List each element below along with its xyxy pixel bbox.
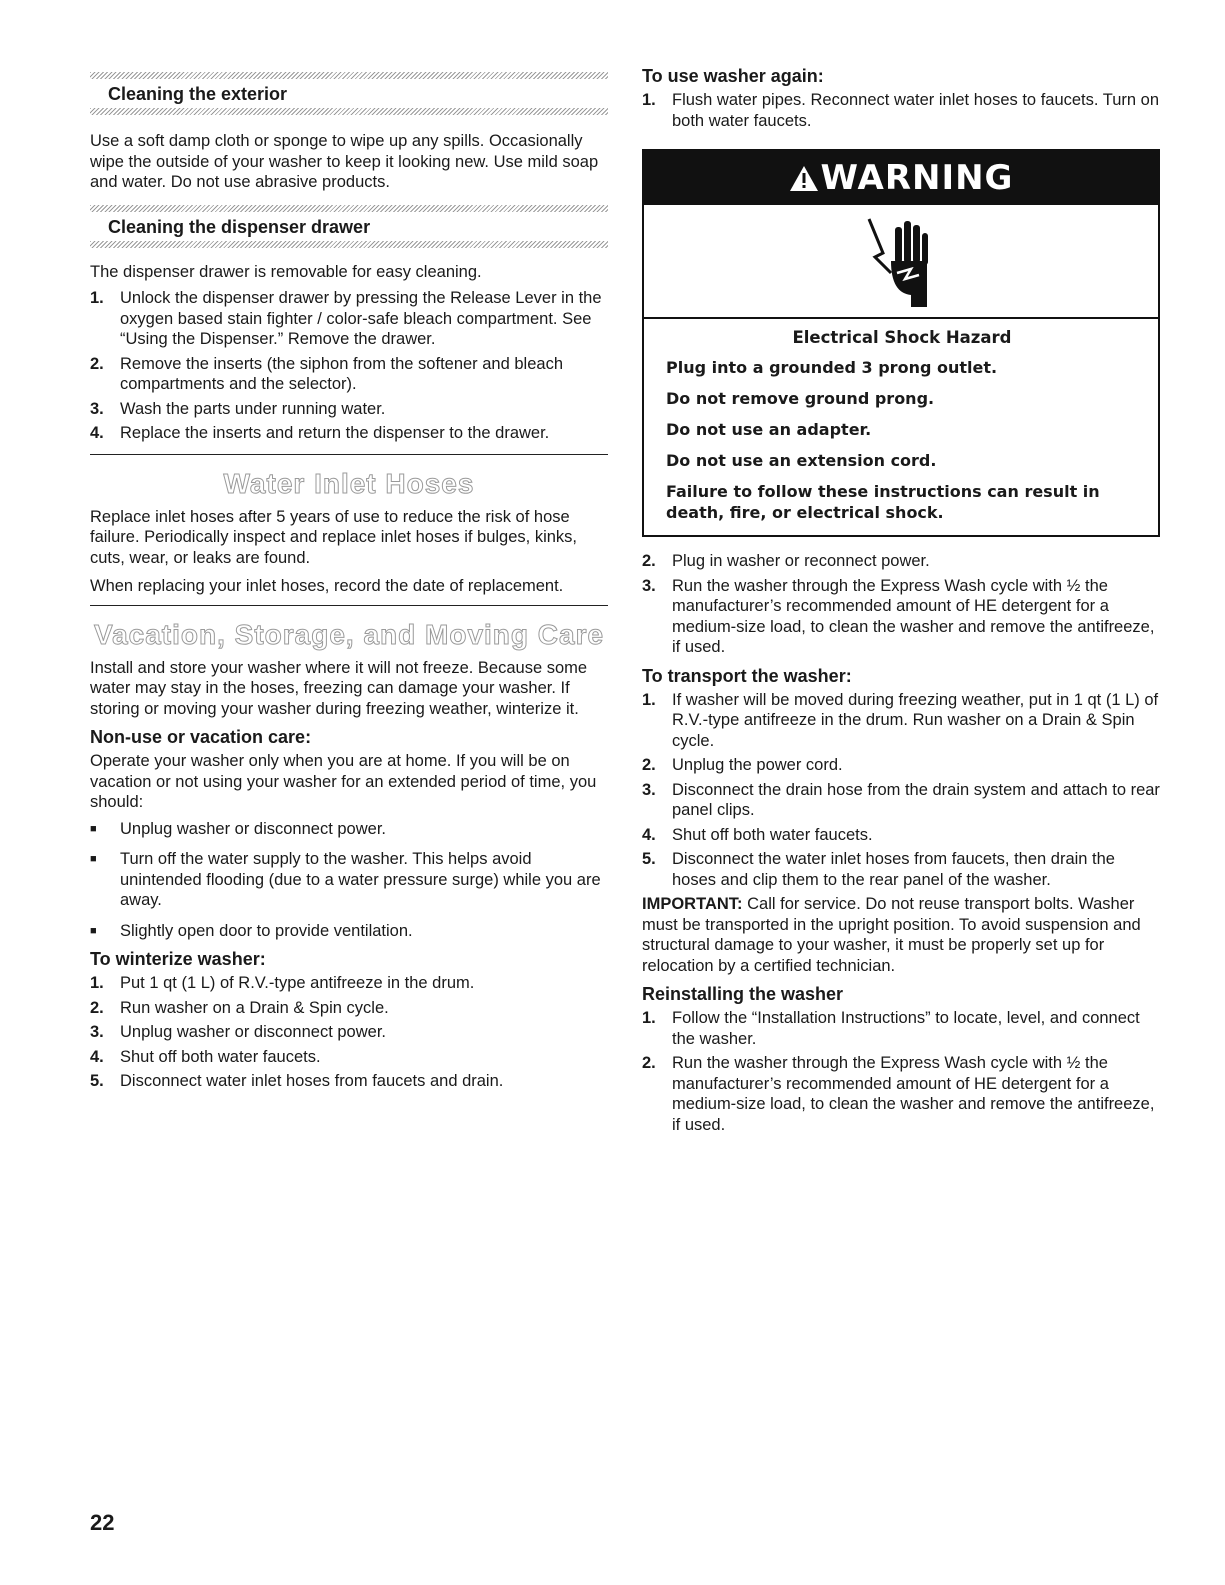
winterize-heading: To winterize washer: <box>90 949 266 969</box>
warning-line: Do not remove ground prong. <box>666 389 935 408</box>
water-inlet-record-text: When replacing your inlet hoses, record the date of replacement. <box>90 577 564 595</box>
warning-header <box>644 151 1158 205</box>
list-item: ■ Unplug washer or disconnect power. <box>90 819 386 838</box>
bullet-icon: ■ <box>90 924 97 937</box>
nonuse-bullets <box>90 819 608 942</box>
list-item: 3. Run the washer through the Express Wash cycle with ½ the manufacturer’s recommended amount of HE detergent for a medium-size load, to clean the washer and remove the antifreeze, if used. <box>642 576 1155 656</box>
left-column <box>90 72 608 1096</box>
important-label: IMPORTANT: <box>642 895 743 913</box>
nonuse-heading: Non-use or vacation care: <box>90 727 312 747</box>
water-inlet-title: Water Inlet Hoses <box>223 467 475 499</box>
list-item: 2. Run the washer through the Express Wash cycle with ½ the manufacturer’s recommended amount of HE detergent for a medium-size load, to clean the washer and remove the antifreeze, if used. <box>642 1054 1155 1134</box>
shock-icon-area <box>644 205 1158 319</box>
hatch-divider <box>90 108 608 115</box>
bullet-icon: ■ <box>90 822 97 835</box>
reinstall-steps <box>642 1008 1160 1135</box>
list-item: 2. Plug in washer or reconnect power. <box>642 552 930 570</box>
use-again-steps <box>642 551 1160 658</box>
dispenser-steps <box>90 288 608 444</box>
bullet-icon: ■ <box>90 853 97 865</box>
section-heading: Cleaning the dispenser drawer <box>108 216 371 237</box>
list-item: 1. Flush water pipes. Reconnect water inlet hoses to faucets. Turn on both water faucets. <box>642 91 1160 130</box>
warning-triangle-icon <box>789 164 819 192</box>
list-item: 4. Shut off both water faucets. <box>642 825 873 844</box>
hatch-divider <box>90 241 608 248</box>
section-rule <box>90 454 608 455</box>
cleaning-dispenser-section <box>90 205 608 248</box>
warning-line: Plug into a grounded 3 prong outlet. <box>666 358 998 377</box>
list-item: 1. Unlock the dispenser drawer by pressing the Release Lever in the oxygen based stain fighter / color-safe bleach compartment. See “Using the Dispenser.” Remove the drawer. <box>90 289 602 348</box>
list-item: 1. Put 1 qt (1 L) of R.V.-type antifreeze in the drum. <box>90 974 475 992</box>
list-item: ■ Turn off the water supply to the washer. This helps avoid unintended flooding (due to a water pressure surge) while you are away. <box>90 850 601 909</box>
warning-body <box>644 319 1158 535</box>
list-item: 3. Disconnect the drain hose from the drain system and attach to rear panel clips. <box>642 780 1160 819</box>
hazard-title: Electrical Shock Hazard <box>792 328 1012 347</box>
warning-line: Do not use an adapter. <box>666 420 872 439</box>
cleaning-exterior-section <box>90 72 608 115</box>
section-heading: Cleaning the exterior <box>108 84 288 104</box>
list-item: 4. Shut off both water faucets. <box>90 1047 321 1066</box>
hatch-divider <box>90 205 608 212</box>
transport-steps <box>642 690 1160 891</box>
list-item: 2. Remove the inserts (the siphon from the softener and bleach compartments and the selector). <box>90 354 563 393</box>
list-item: 2. Unplug the power cord. <box>642 756 843 774</box>
hatch-divider <box>90 72 608 79</box>
electric-shock-icon <box>861 213 941 309</box>
nonuse-text: Operate your washer only when you are at home. If you will be on vacation or not using your washer for an extended period of time, you should: <box>90 752 597 811</box>
warning-line: Do not use an extension cord. <box>666 451 937 470</box>
important-note <box>642 894 1160 976</box>
vacation-intro: Install and store your washer where it will not freeze. Because some water may stay in the hoses, freezing can damage your washer. If storing or moving your washer during freezing weather, winterize it. <box>90 658 588 718</box>
winterize-steps <box>90 973 608 1092</box>
transport-heading: To transport the washer: <box>642 665 852 686</box>
vacation-title: Vacation, Storage, and Moving Care <box>93 618 605 650</box>
warning-label: WARNING <box>820 158 1014 198</box>
important-text: Call for service. Do not reuse transport bolts. Washer must be transported in the upright position. To avoid suspension and structural damage to your washer, it must be properly set up for relocation by a certified technician. <box>642 895 1141 975</box>
dispenser-intro: The dispenser drawer is removable for easy cleaning. <box>90 262 482 281</box>
water-inlet-text: Replace inlet hoses after 5 years of use to reduce the risk of hose failure. Periodically inspect and replace inlet hoses if bulges, kinks, cuts, wear, or leaks are found. <box>90 507 578 567</box>
section-rule <box>90 605 608 606</box>
list-item: 1. Follow the “Installation Instructions” to locate, level, and connect the washer. <box>642 1009 1140 1048</box>
list-item: 5. Disconnect the water inlet hoses from faucets, then drain the hoses and clip them to the rear panel of the washer. <box>642 850 1115 889</box>
page-number: 22 <box>90 1510 115 1535</box>
list-item: 4. Replace the inserts and return the dispenser to the drawer. <box>90 424 550 442</box>
warning-box <box>642 149 1160 537</box>
list-item: 1. If washer will be moved during freezing weather, put in 1 qt (1 L) of R.V.-type antifreeze in the drum. Run washer on a Drain & Spin cycle. <box>642 690 1159 750</box>
use-again-step-1 <box>642 90 1160 131</box>
right-column <box>642 64 1160 1139</box>
list-item: 3. Wash the parts under running water. <box>90 399 386 418</box>
list-item: 3. Unplug washer or disconnect power. <box>90 1023 386 1041</box>
reinstall-heading: Reinstalling the washer <box>642 984 844 1004</box>
list-item: 2. Run washer on a Drain & Spin cycle. <box>90 998 389 1017</box>
cleaning-exterior-text: Use a soft damp cloth or sponge to wipe up any spills. Occasionally wipe the outside of your washer to keep it looking new. Use mild soap and water. Do not use abrasive products. <box>90 132 599 191</box>
use-again-heading: To use washer again: <box>642 66 824 86</box>
list-item: ■ Slightly open door to provide ventilation. <box>90 921 413 940</box>
list-item: 5. Disconnect water inlet hoses from faucets and drain. <box>90 1072 504 1090</box>
warning-line: Failure to follow these instructions can result in death, fire, or electrical shock. <box>666 482 1100 522</box>
